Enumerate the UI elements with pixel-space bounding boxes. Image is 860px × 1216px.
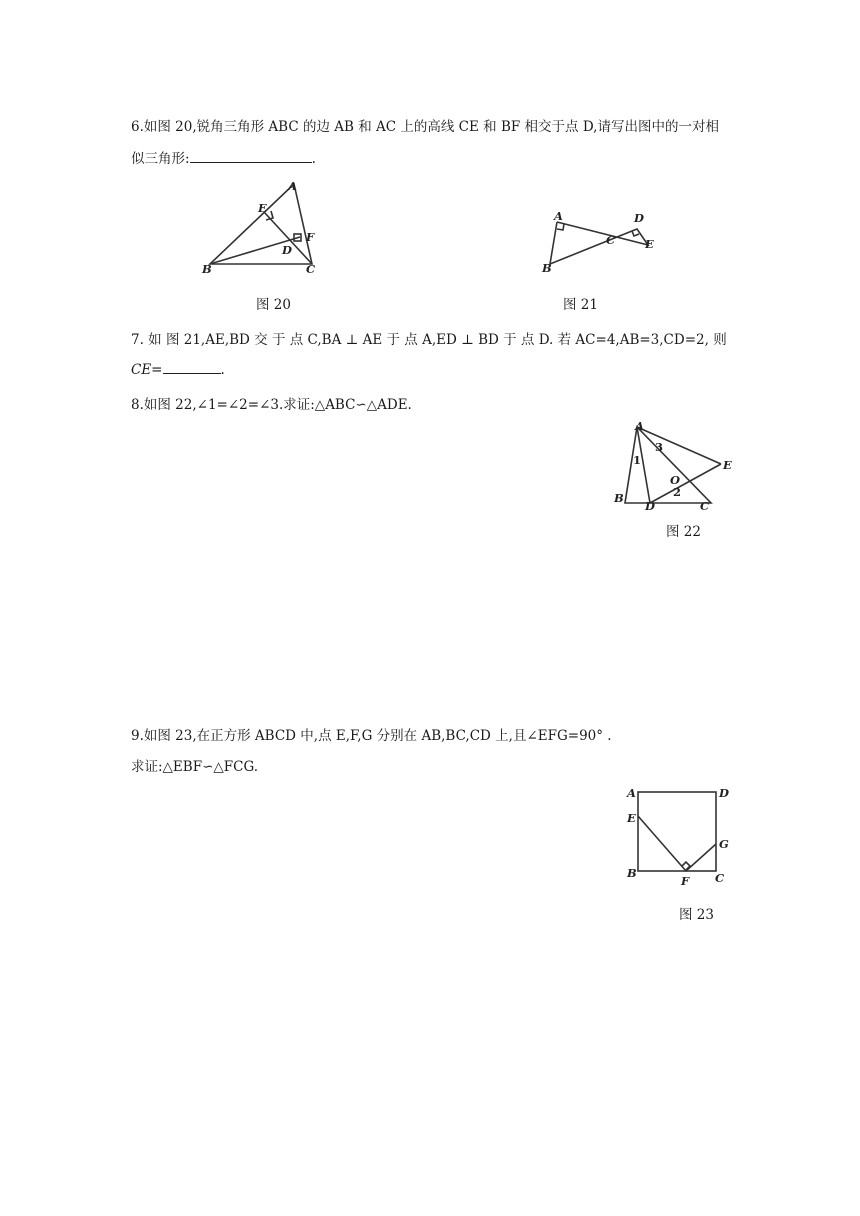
label-a: A <box>635 419 644 433</box>
label-d: D <box>634 211 644 225</box>
label-c: C <box>715 871 725 885</box>
segment-ae <box>637 427 721 464</box>
question-7-line-1: 7. 如 图 21,AE,BD 交 于 点 C,BA ⊥ AE 于 点 A,ED ⊥ BD 于 点 D. 若 AC=4,AB=3,CD=2, 则 <box>131 332 727 348</box>
label-e: E <box>258 201 267 215</box>
label-angle-2: 2 <box>673 485 682 499</box>
answer-blank-6[interactable] <box>190 148 312 163</box>
crossed-triangles <box>550 222 648 264</box>
label-g: G <box>719 837 729 851</box>
triangle-abc <box>210 184 312 264</box>
question-6-line-2-end: . <box>311 151 316 167</box>
label-b: B <box>614 491 624 505</box>
question-9-line-1: 9.如图 23,在正方形 ABCD 中,点 E,F,G 分别在 AB,BC,CD 上,且∠EFG=90° . <box>131 728 612 744</box>
label-c: C <box>606 233 616 247</box>
angle-efg <box>638 816 716 871</box>
question-9-line-2: 求证:△EBF∽△FCG. <box>131 759 259 775</box>
label-c: C <box>306 262 316 276</box>
question-8-line-1: 8.如图 22,∠1=∠2=∠3.求证:△ABC∽△ADE. <box>131 397 412 413</box>
label-a: A <box>554 209 563 223</box>
label-e: E <box>645 237 654 251</box>
question-7-line-2-end: . <box>220 362 225 378</box>
figure-23-caption: 图 23 <box>679 907 714 923</box>
label-o: O <box>670 473 681 487</box>
square-abcd <box>638 792 716 871</box>
question-7-line-2 <box>131 359 225 378</box>
figure-20 <box>200 178 330 278</box>
label-b: B <box>542 261 552 275</box>
label-d: D <box>645 499 655 513</box>
segment-de <box>650 464 721 503</box>
figure-21-caption: 图 21 <box>563 297 598 313</box>
question-6-line-1: 6.如图 20,锐角三角形 ABC 的边 AB 和 AC 上的高线 CE 和 BF 相交于点 D,请写出图中的一对相 <box>131 119 719 135</box>
label-a: A <box>288 179 297 193</box>
label-f: F <box>306 230 315 244</box>
label-d: D <box>282 243 292 257</box>
label-b: B <box>202 262 212 276</box>
figure-22 <box>611 418 736 513</box>
figure-21 <box>540 208 670 283</box>
label-c: C <box>700 499 710 513</box>
right-angle-a <box>557 224 564 230</box>
figure-22-caption: 图 22 <box>666 524 701 540</box>
label-b: B <box>627 866 637 880</box>
label-e: E <box>723 458 732 472</box>
label-angle-1: 1 <box>633 453 642 467</box>
label-a: A <box>627 786 636 800</box>
question-6-line-2 <box>131 147 316 167</box>
label-e: E <box>627 811 636 825</box>
figure-20-caption: 图 20 <box>256 297 291 313</box>
question-6-line-2-text: 似三角形: <box>131 151 190 167</box>
label-d: D <box>719 786 729 800</box>
label-angle-3: 3 <box>655 440 664 454</box>
label-f: F <box>681 874 690 888</box>
figure-23 <box>622 782 742 892</box>
answer-blank-7[interactable] <box>163 359 221 374</box>
question-7-line-2-text: CE= <box>131 362 163 378</box>
